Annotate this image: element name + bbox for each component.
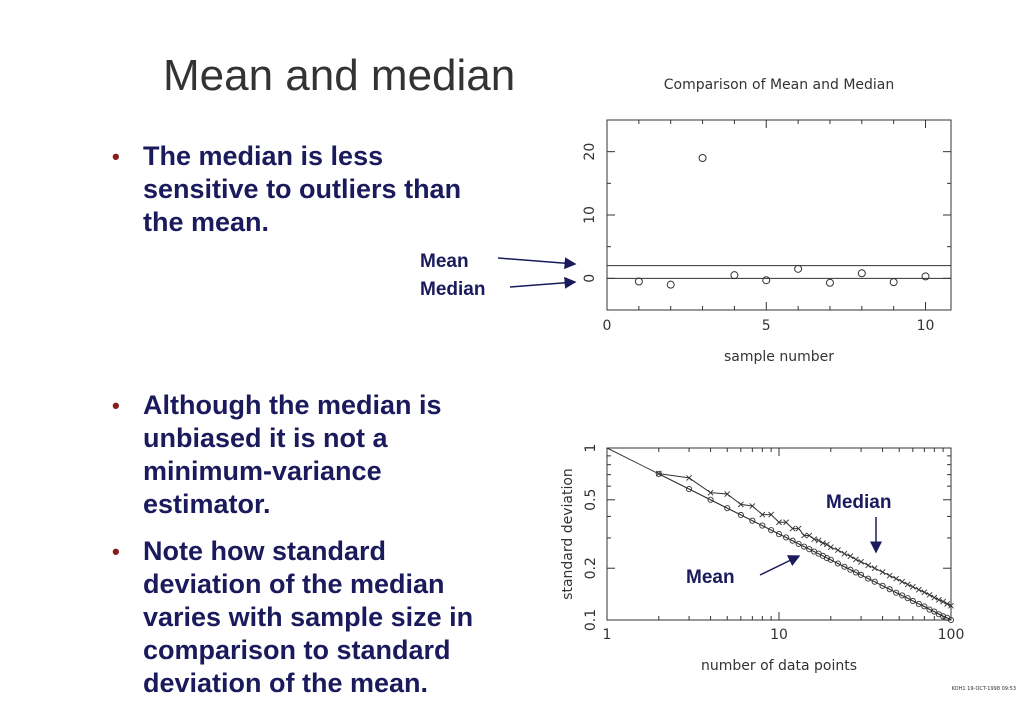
axis-ticks xyxy=(583,444,964,643)
data-point xyxy=(866,563,871,568)
data-point xyxy=(890,279,897,286)
arrow-to-median-line xyxy=(510,282,575,287)
bullet-text: The median is less sensitive to outliers than the mean. xyxy=(143,141,462,237)
annotation-mean: Mean xyxy=(420,251,469,272)
mean-median-scatter-chart xyxy=(582,77,951,365)
top-annotations xyxy=(420,251,575,300)
data-point xyxy=(635,278,642,285)
x-axis-label: sample number xyxy=(724,349,834,365)
data-point xyxy=(667,281,674,288)
data-point xyxy=(763,277,770,284)
data-point xyxy=(795,265,802,272)
data-point xyxy=(894,576,899,581)
y-tick-label: 0.2 xyxy=(583,557,599,580)
x-tick-label: 1 xyxy=(602,627,612,643)
chart-title: Comparison of Mean and Median xyxy=(663,77,895,93)
arrow-to-mean-line xyxy=(498,258,575,264)
plot-frame xyxy=(607,120,951,310)
y-axis-label: standard deviation xyxy=(560,468,576,600)
bullet-marker: • xyxy=(112,539,120,564)
data-point xyxy=(927,592,932,597)
y-tick-label: 1 xyxy=(583,443,599,453)
data-point xyxy=(828,545,833,550)
data-point xyxy=(905,582,910,587)
x-tick-label: 0 xyxy=(602,318,612,334)
y-tick-label: 0.1 xyxy=(583,608,599,632)
series-line xyxy=(607,448,951,620)
axis-ticks xyxy=(582,120,951,334)
data-point xyxy=(922,273,929,280)
arrow-to-mean-series xyxy=(760,556,799,575)
footer-stamp: KOH1 19-OCT-1998 09:53 xyxy=(951,686,1016,692)
x-axis-label: number of data points xyxy=(700,658,858,674)
series-reference-line xyxy=(607,448,951,620)
data-point xyxy=(858,559,863,564)
data-point xyxy=(916,587,921,592)
annotation-median: Median xyxy=(826,492,892,513)
y-tick-label: 10 xyxy=(582,206,598,224)
data-point xyxy=(858,270,865,277)
y-tick-label: 0.5 xyxy=(583,488,599,511)
reference-lines xyxy=(607,266,951,279)
bottom-annotations xyxy=(686,492,891,588)
data-point xyxy=(872,566,877,571)
data-point xyxy=(731,272,738,279)
data-point xyxy=(824,542,829,547)
y-tick-label: 20 xyxy=(582,142,598,161)
data-point xyxy=(835,547,840,552)
annotation-mean: Mean xyxy=(686,567,735,588)
std-dev-loglog-chart xyxy=(560,444,964,674)
annotation-median: Median xyxy=(420,279,486,300)
data-series xyxy=(607,448,954,623)
x-tick-label: 10 xyxy=(770,627,788,643)
y-tick-label: 0 xyxy=(582,273,598,283)
data-point xyxy=(887,573,892,578)
data-point xyxy=(900,579,905,584)
bullet-marker: • xyxy=(112,144,120,169)
bullet-text: Although the median is unbiased it is not a minimum-variance estimator. xyxy=(143,390,442,519)
data-point xyxy=(880,569,885,574)
data-point xyxy=(910,584,915,589)
data-point xyxy=(922,590,927,595)
data-point xyxy=(848,554,853,559)
x-tick-label: 10 xyxy=(916,318,935,334)
bullet-marker: • xyxy=(112,393,120,418)
page-title: Mean and median xyxy=(163,51,516,100)
data-point xyxy=(853,557,858,562)
data-point xyxy=(842,551,847,556)
data-points xyxy=(635,155,929,289)
x-tick-label: 5 xyxy=(761,318,771,334)
x-tick-label: 100 xyxy=(937,627,965,643)
bullet-text: Note how standard deviation of the median varies with sample size in comparison to standard deviation of the mean. xyxy=(143,536,474,698)
data-point xyxy=(699,155,706,162)
data-point xyxy=(826,279,833,286)
